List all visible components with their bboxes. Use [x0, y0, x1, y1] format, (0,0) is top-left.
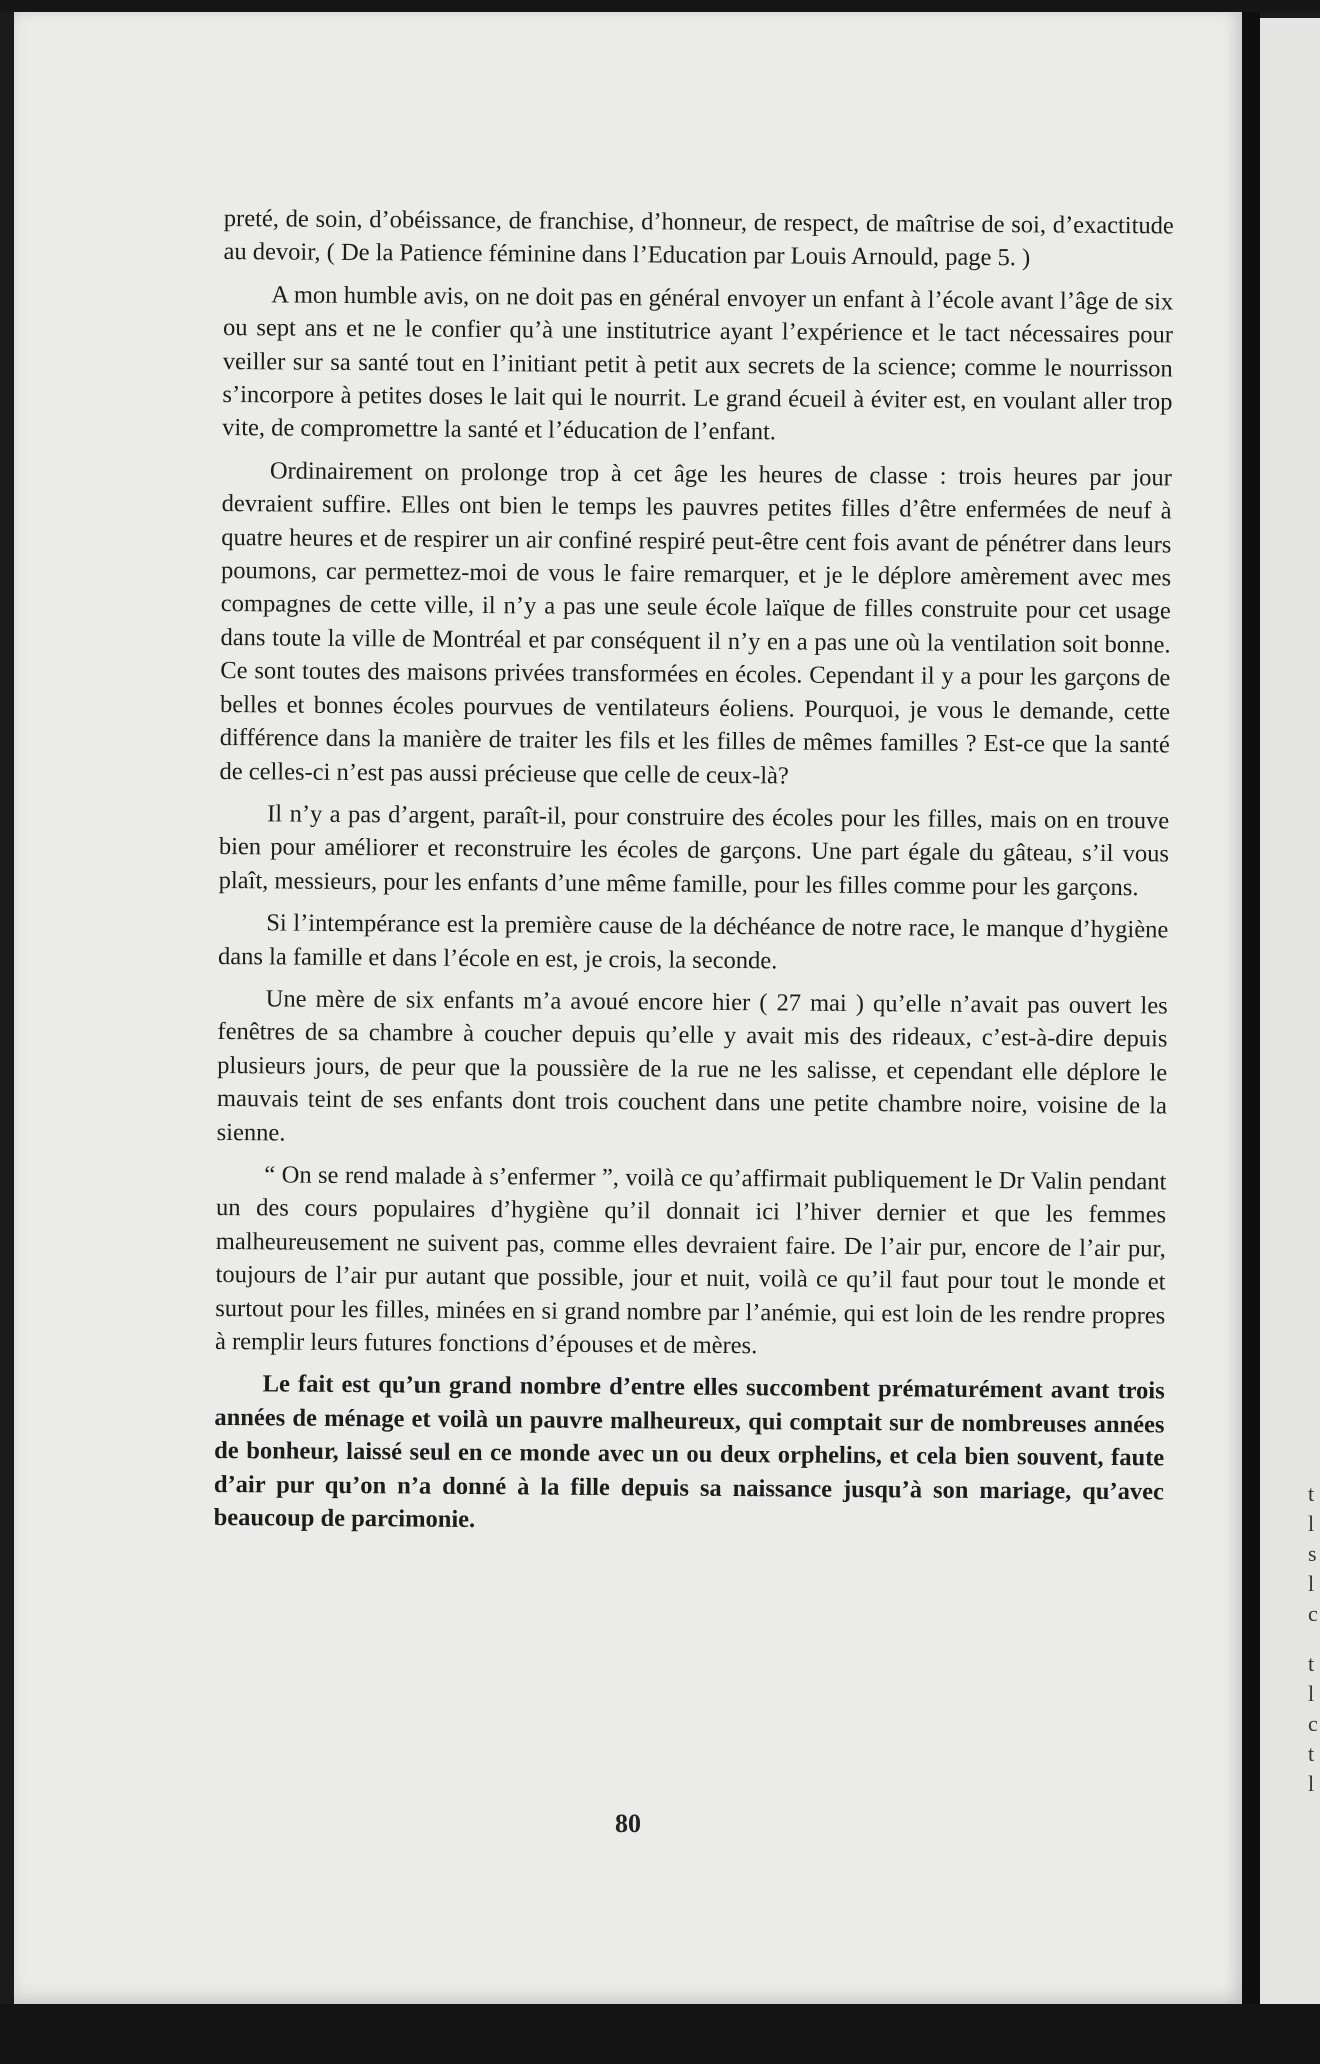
adjacent-page-letter: l: [1308, 1681, 1315, 1706]
adjacent-page-letter: c: [1308, 1601, 1318, 1626]
paragraph: Une mère de six enfants m’a avoué encore hier ( 27 mai ) qu’elle n’avait pas ouvert les fenêtres de sa chambre à coucher depuis qu’elle y avait mis des rideaux, c’est-à-dire depuis plusieurs jours, de peur que la poussière de la rue ne les salisse, et cependant elle déplore le mauvais teint de ses enfants dont trois couchent dans une petite chambre noire, voisine de la sienne.: [216, 985, 1168, 1147]
paragraph: Ordinairement on prolonge trop à cet âge les heures de classe : trois heures par jour devraient suffire. Elles ont bien le temps les pauvres petites filles d’être enfermées de neuf à quatre heures et de respirer un air confiné respiré peut-être cent fois avant de pénétrer dans leurs poumons, car permettez-moi de vous le faire remarquer, et je le déplore amèrement avec mes compagnes de cette ville, il n’y a pas une seule école laïque de filles construite pour cet usage dans toute la ville de Montréal et par conséquent il n’y en a pas une où la ventilation soit bonne. Ce sont toutes des maisons privées transformées en écoles. Cependant il y a pour les garçons de belles et bonnes écoles pourvues de ventilateurs éoliens. Pourquoi, je vous le demande, cette différence dans la manière de traiter les fils et les filles de mêmes familles ? Est-ce que la santé de celles-ci n’est pas aussi précieuse que celle de ceux-là?: [219, 457, 1172, 789]
page-number: 80: [615, 1809, 641, 1838]
adjacent-page-letter: t: [1308, 1481, 1315, 1506]
paragraph: Le fait est qu’un grand nombre d’entre elles succombent prématurément avant trois années de ménage et voilà un pauvre malheureux, qui comptait sur de nombreuses années de bonheur, laissé seul en ce monde avec un ou deux orphelins, et cela bien souvent, faute d’air pur qu’on n’a donné à la fille depuis sa naissance jusqu’à son mariage, qu’avec beaucoup de parcimonie.: [213, 1370, 1165, 1534]
scan-top-border: [0, 0, 1320, 12]
adjacent-page-letter: t: [1308, 1741, 1315, 1766]
adjacent-page-letter: l: [1308, 1511, 1315, 1536]
adjacent-page-letter: t: [1308, 1651, 1315, 1676]
paragraph: Il n’y a pas d’argent, paraît-il, pour construire des écoles pour les filles, mais on en trouve bien pour améliorer et reconstruire les écoles de garçons. Une part égale du gâteau, s’il vous plaît, messieurs, pour les enfants d’une même famille, pour les filles comme pour les garçons.: [218, 800, 1170, 901]
adjacent-page-letter: l: [1308, 1771, 1315, 1796]
paragraph: A mon humble avis, on ne doit pas en général envoyer un enfant à l’école avant l’âge de six ou sept ans et ne le confier qu’à une institutrice ayant l’expérience et le tact nécessaires pour veiller sur sa santé tout en l’initiant petit à petit aux secrets de la science; comme le nourrisson s’incorpore à petites doses le lait qui le nourrit. Le grand écueil à éviter est, en voulant aller trop vite, de compromettre la santé et l’éducation de l’enfant.: [222, 281, 1174, 446]
paragraph: “ On se rend malade à s’enfermer ”, voilà ce qu’affirmait publiquement le Dr Valin pendant un des cours populaires d’hygiène qu’il donnait ici l’hiver dernier et que les femmes malheureusement ne suivent pas, comme elles devraient faire. De l’air pur, encore de l’air pur, toujours de l’air pur autant que possible, jour et nuit, voilà ce qu’il faut pour tout le monde et surtout pour les filles, minées en si grand nombre par l’anémie, qui est loin de les rendre propres à remplir leurs futures fonctions d’épouses et de mères.: [214, 1161, 1167, 1360]
paragraph-continuation: preté, de soin, d’obéissance, de franchise, d’honneur, de respect, de maîtrise de soi, d’exactitude au devoir, ( De la Patience féminine dans l’Education par Louis Arnould, page 5. ): [223, 204, 1174, 272]
adjacent-page-edge: [1260, 18, 1320, 2008]
adjacent-page-letter: c: [1308, 1711, 1318, 1736]
body-text: [213, 202, 1174, 1551]
adjacent-page-letter: s: [1308, 1541, 1317, 1566]
book-gutter: [1242, 12, 1260, 2012]
document-page: [14, 12, 1242, 2004]
paragraph: Si l’intempérance est la première cause de la déchéance de notre race, le manque d’hygiène dans la famille et dans l’école en est, je crois, la seconde.: [217, 909, 1169, 974]
scan-bottom-border: [0, 2004, 1320, 2064]
adjacent-page-letter: l: [1308, 1571, 1315, 1596]
